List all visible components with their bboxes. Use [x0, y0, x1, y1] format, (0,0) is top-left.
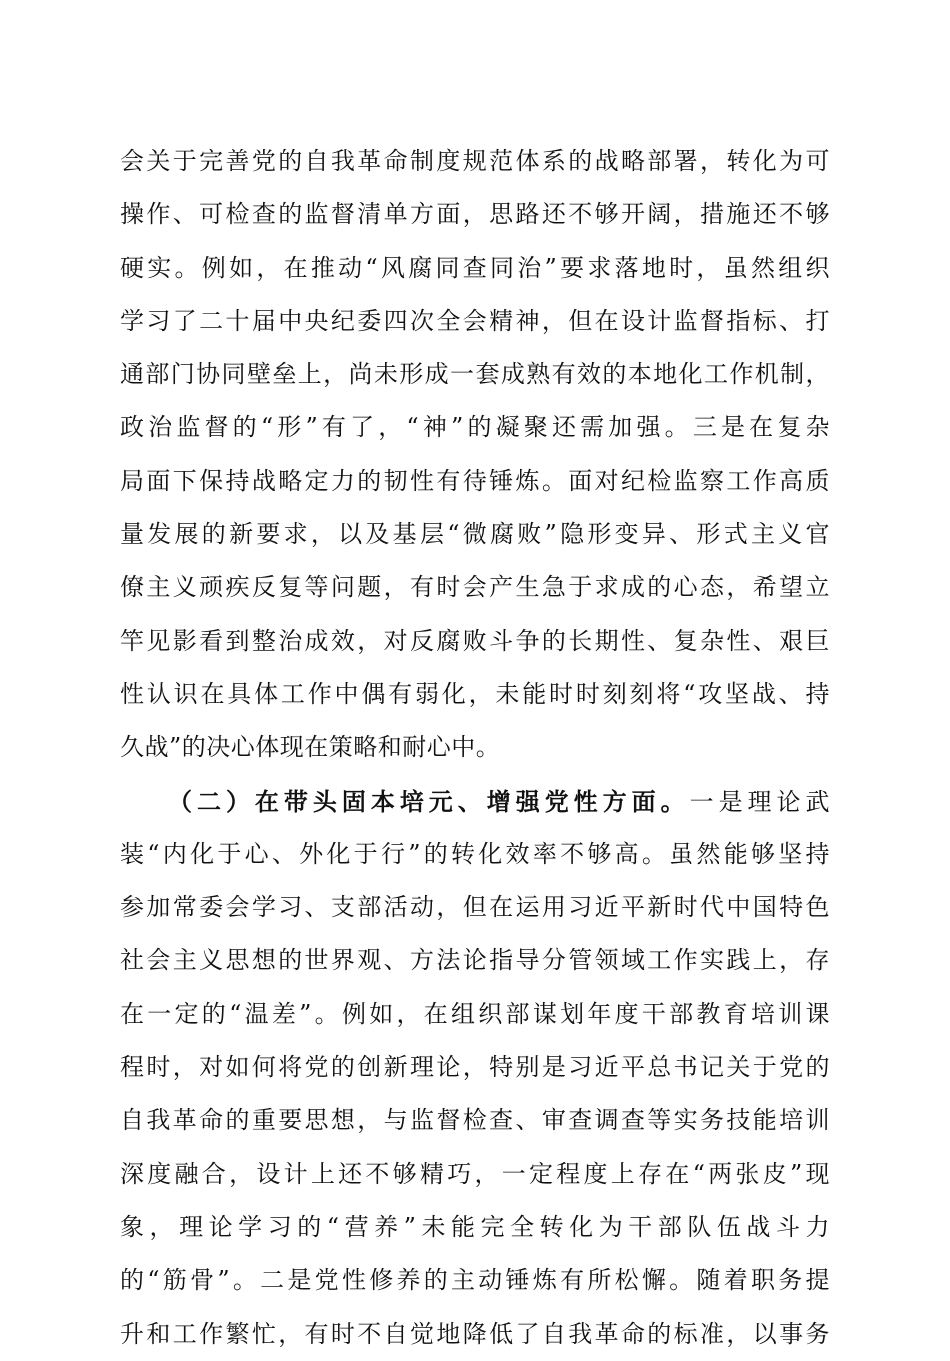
- text-line: 通部门协同壁垒上，尚未形成一套成熟有效的本地化工作机制，: [120, 360, 830, 389]
- text-line: 自我革命的重要思想，与监督检查、审查调查等实务技能培训: [120, 1106, 830, 1135]
- text-line: 社会主义思想的世界观、方法论指导分管领域工作实践上，存: [120, 946, 830, 975]
- text-line: 深度融合，设计上还不够精巧，一定程度上存在“两张皮”现: [120, 1159, 830, 1188]
- text-line: 会关于完善党的自我革命制度规范体系的战略部署，转化为可: [120, 147, 830, 175]
- text-run: 一是理论武: [689, 787, 831, 816]
- document-body: [120, 135, 830, 1361]
- text-line: 久战”的决心体现在策略和耐心中。: [120, 733, 501, 762]
- text-line: 性认识在具体工作中偶有弱化，未能时时刻刻将“攻坚战、持: [120, 679, 830, 708]
- text-line: 程时，对如何将党的创新理论，特别是习近平总书记关于党的: [120, 1053, 830, 1082]
- section-heading: （二）在带头固本培元、增强党性方面。: [168, 786, 690, 816]
- text-line: 参加常委会学习、支部活动，但在运用习近平新时代中国特色: [120, 893, 830, 922]
- text-line: 政治监督的“形”有了，“神”的凝聚还需加强。三是在复杂: [120, 413, 830, 442]
- text-line: 僚主义顽疾反复等问题，有时会产生急于求成的心态，希望立: [120, 573, 830, 602]
- text-line: 局面下保持战略定力的韧性有待锤炼。面对纪检监察工作高质: [120, 466, 830, 495]
- text-line: 操作、可检查的监督清单方面，思路还不够开阔，措施还不够: [120, 200, 830, 229]
- text-line: 象，理论学习的“营养”未能完全转化为干部队伍战斗力: [120, 1212, 830, 1241]
- text-line: 在一定的“温差”。例如，在组织部谋划年度干部教育培训课: [120, 999, 830, 1028]
- text-line: [120, 775, 830, 828]
- text-line: 量发展的新要求，以及基层“微腐败”隐形变异、形式主义官: [120, 520, 830, 549]
- text-line: 装“内化于心、外化于行”的转化效率不够高。虽然能够坚持: [120, 839, 830, 868]
- paragraph-1: [120, 135, 830, 775]
- text-line: 的“筋骨”。二是党性修养的主动锤炼有所松懈。随着职务提: [120, 1266, 830, 1295]
- text-line: 升和工作繁忙，有时不自觉地降低了自我革命的标准，以事务: [120, 1319, 830, 1348]
- text-line: 学习了二十届中央纪委四次全会精神，但在设计监督指标、打: [120, 306, 830, 335]
- text-line: 竿见影看到整治成效，对反腐败斗争的长期性、复杂性、艰巨: [120, 626, 830, 655]
- paragraph-2: [120, 775, 830, 1361]
- text-line: 硬实。例如，在推动“风腐同查同治”要求落地时，虽然组织: [120, 253, 830, 282]
